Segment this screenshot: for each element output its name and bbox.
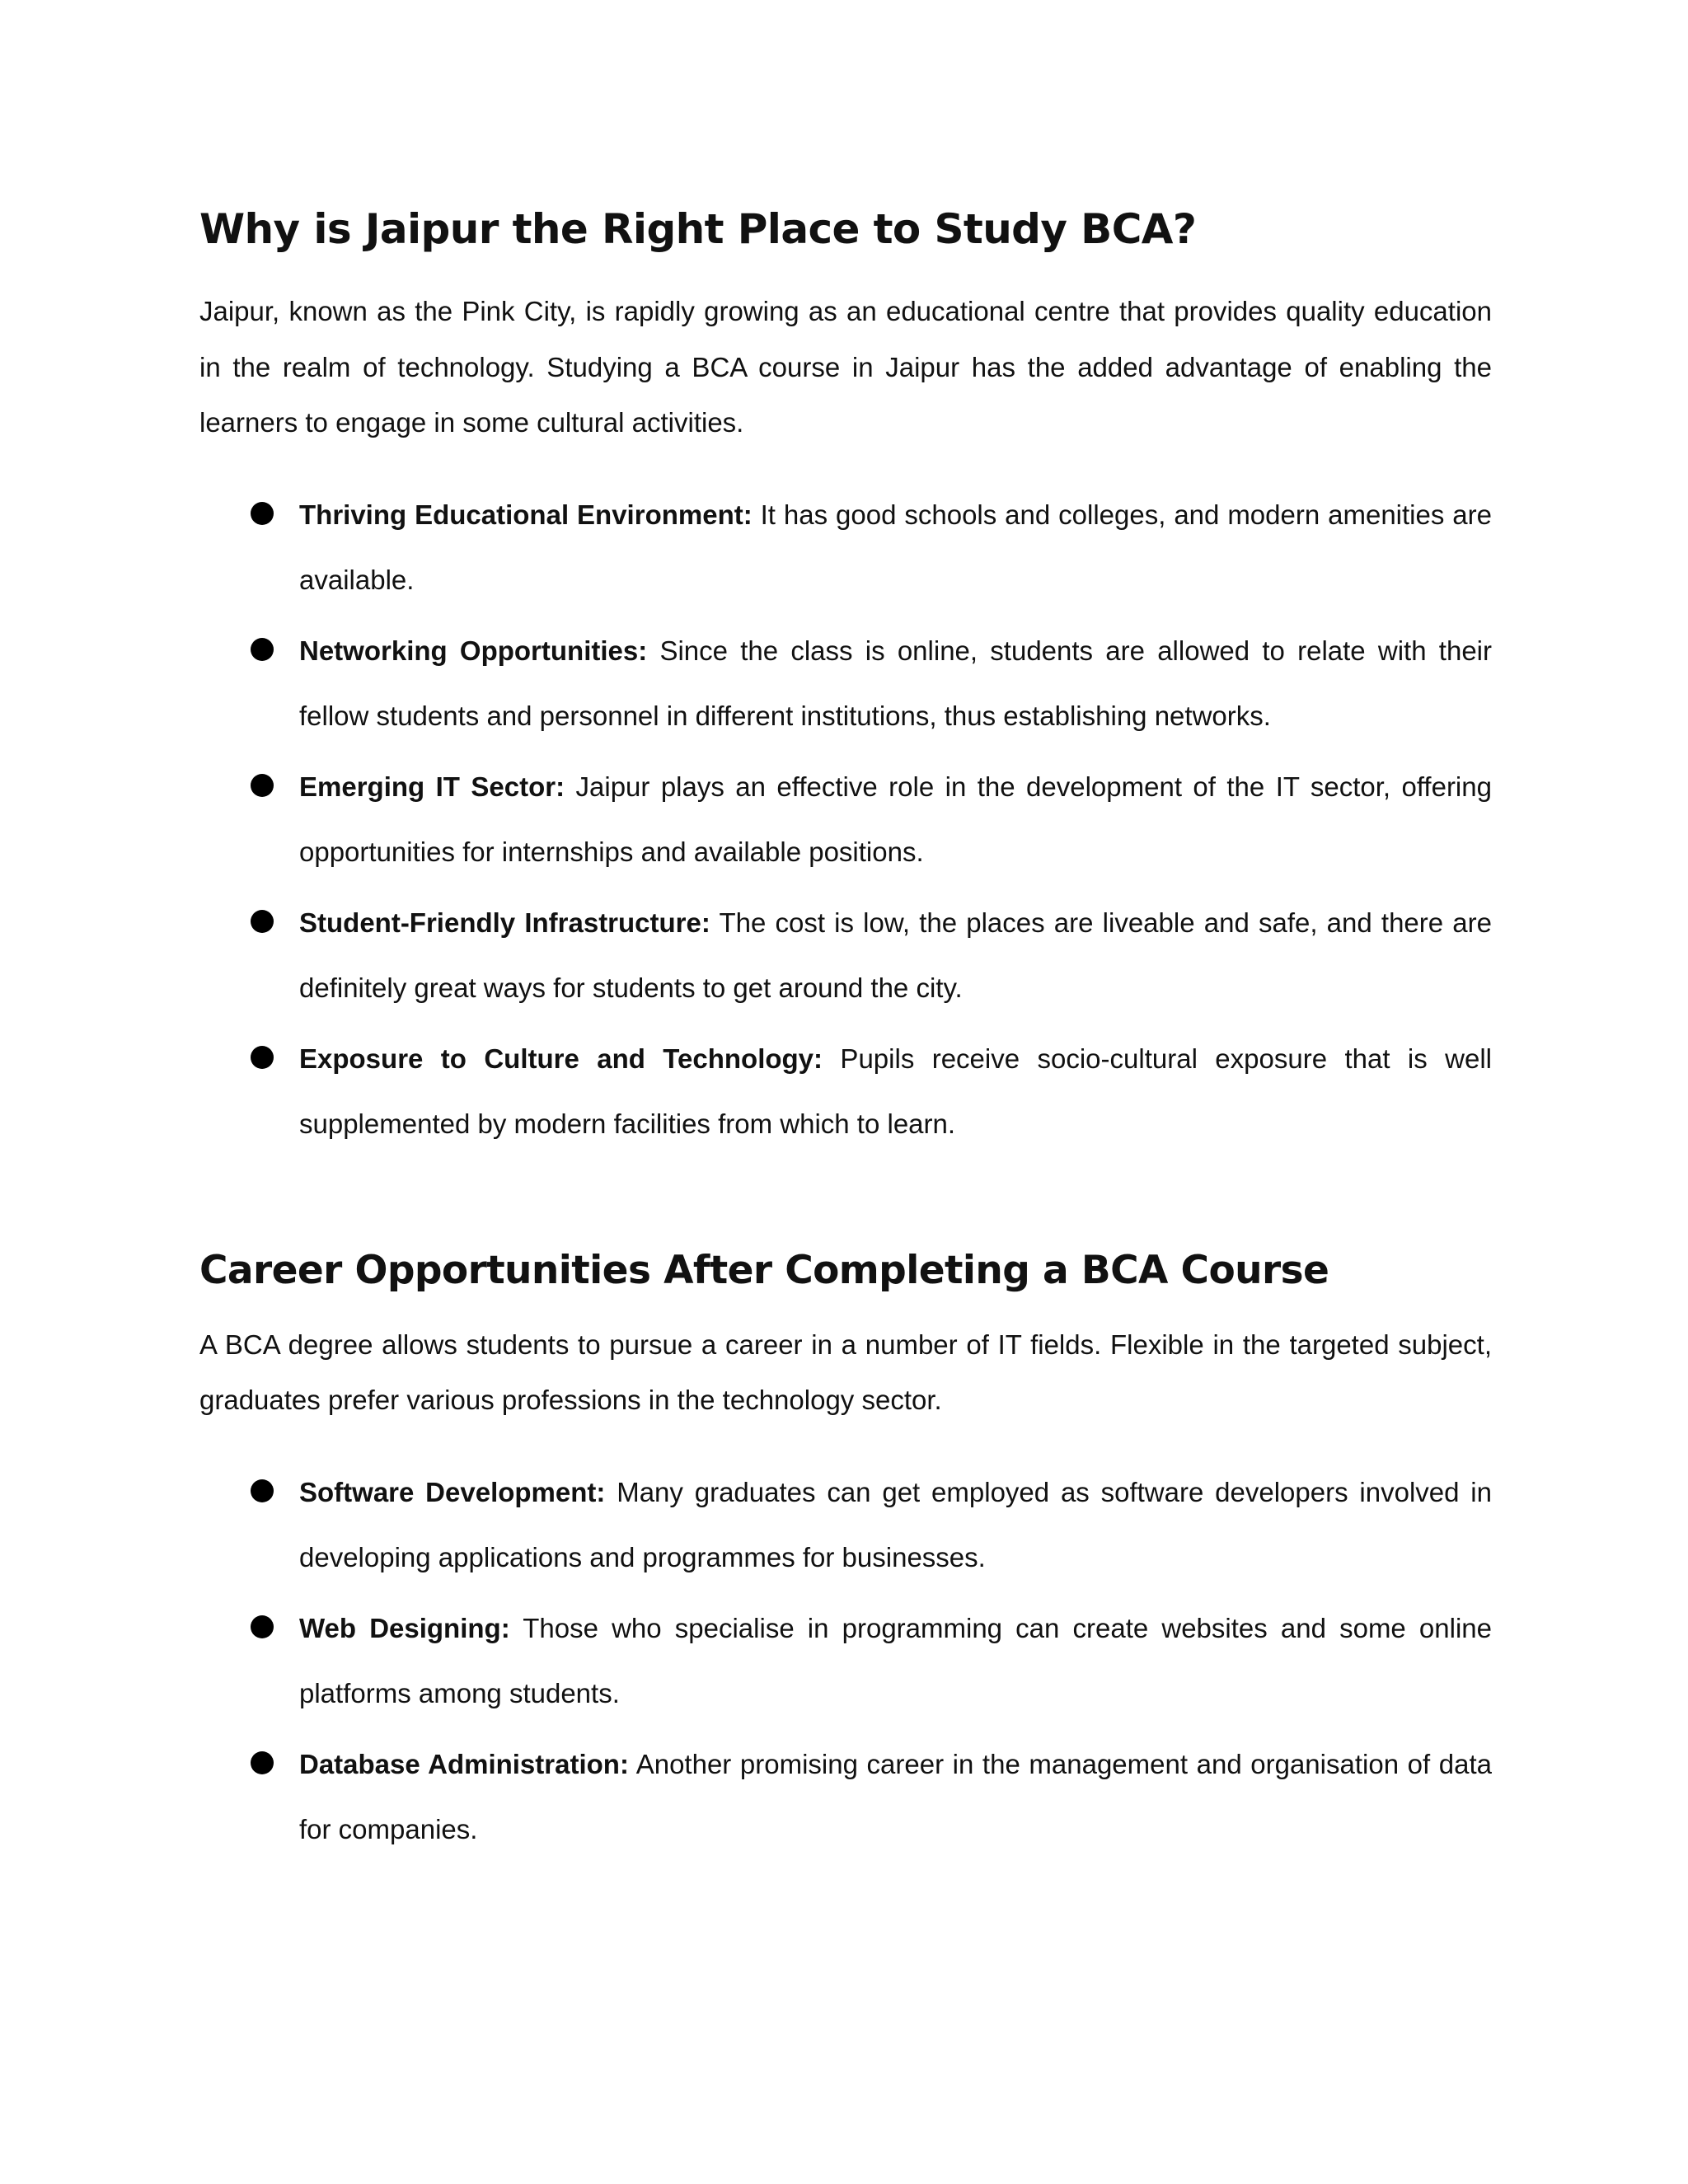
section-intro-paragraph: A BCA degree allows students to pursue a career in a number of IT fields. Flexible in the targeted subject, graduates prefer various professions in the technology sector. — [199, 1329, 1492, 1415]
bullet-item — [199, 618, 1492, 749]
document-content — [199, 196, 1492, 1868]
bullet-item — [199, 1026, 1492, 1157]
bullet-term: Emerging IT Sector: — [299, 771, 565, 802]
bullet-text: Those who specialise in programming can create websites and some online platforms among students. — [299, 1612, 1492, 1708]
bullet-item — [199, 890, 1492, 1021]
bullet-term: Networking Opportunities: — [299, 635, 648, 666]
bullet-text: Pupils receive socio-cultural exposure that is well supplemented by modern facilities from which to learn. — [299, 1043, 1492, 1139]
bullet-term: Thriving Educational Environment: — [299, 499, 753, 530]
section-heading: Why is Jaipur the Right Place to Study BCA? — [199, 205, 1197, 253]
bullet-term: Web Designing: — [299, 1612, 510, 1643]
bullet-text: Many graduates can get employed as software developers involved in developing applications and programmes for businesses. — [299, 1476, 1492, 1572]
bullet-term: Exposure to Culture and Technology: — [299, 1043, 823, 1074]
section-heading: Career Opportunities After Completing a BCA Course — [199, 1247, 1329, 1293]
bullet-item — [199, 1732, 1492, 1863]
bullet-icon — [251, 1751, 274, 1774]
bullet-icon — [251, 910, 274, 933]
bullet-item — [199, 1460, 1492, 1591]
bullet-text: Jaipur plays an effective role in the development of the IT sector, offering opportunities for internships and available positions. — [299, 771, 1492, 867]
bullet-term: Student-Friendly Infrastructure: — [299, 907, 710, 938]
bullet-item — [199, 482, 1492, 613]
bullet-icon — [251, 638, 274, 661]
section-intro-paragraph: Jaipur, known as the Pink City, is rapidly growing as an educational centre that provides quality education in the realm of technology. Studying a BCA course in Jaipur has the added advantage of enabling the learners to engage in some cultural activities. — [199, 296, 1492, 438]
bullet-term: Database Administration: — [299, 1748, 629, 1779]
bullet-icon — [251, 1479, 274, 1502]
bullet-text: The cost is low, the places are liveable and safe, and there are definitely great ways for students to get around the city. — [299, 907, 1492, 1003]
bullet-text: It has good schools and colleges, and modern amenities are available. — [299, 499, 1492, 595]
bullet-term: Software Development: — [299, 1476, 606, 1507]
bullet-list — [199, 1460, 1492, 1863]
bullet-item — [199, 754, 1492, 885]
bullet-icon — [251, 1615, 274, 1638]
bullet-icon — [251, 502, 274, 525]
bullet-item — [199, 1596, 1492, 1727]
bullet-text: Since the class is online, students are allowed to relate with their fellow students and personnel in different institutions, thus establishing networks. — [299, 635, 1492, 731]
bullet-list — [199, 482, 1492, 1157]
bullet-icon — [251, 1046, 274, 1069]
bullet-icon — [251, 774, 274, 797]
bullet-text: Another promising career in the management and organisation of data for companies. — [299, 1748, 1492, 1844]
